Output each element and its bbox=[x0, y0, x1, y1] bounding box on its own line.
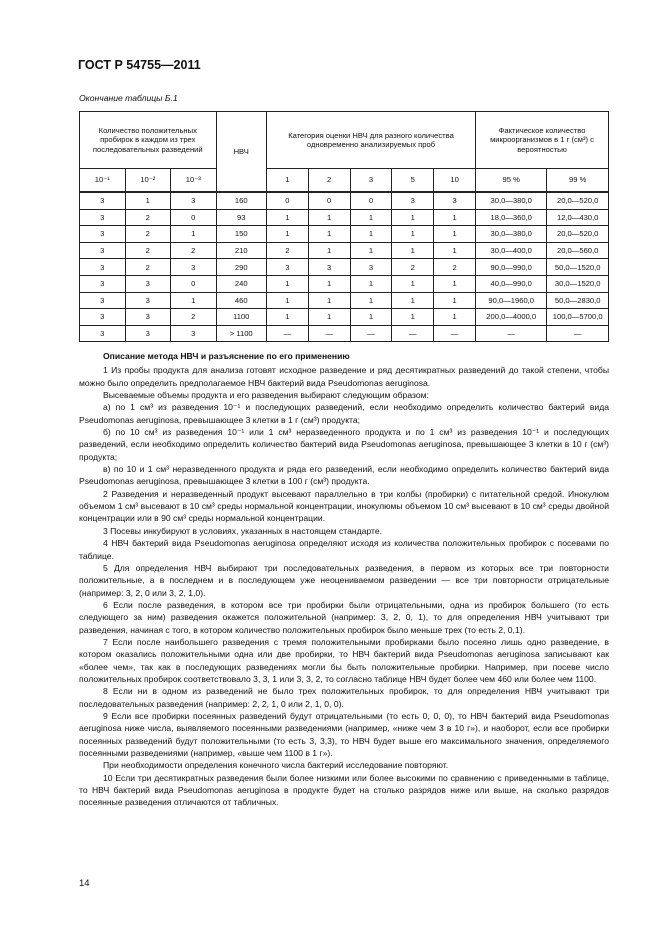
paragraph: 2 Разведения и неразведенный продукт высевают параллельно в три колбы (пробирки) с питательной средой. Инокулюм объемом 1 см³ высевают в 10 см³ среды нормальной концентрации, инокулюмы объемом 10 см³ высевают в 10 см³ среды двойной концентрации или в 90 см³ среды нормальной концентрации. bbox=[79, 488, 609, 524]
table-cell: 3 bbox=[80, 292, 126, 309]
header-mpn: НВЧ bbox=[216, 112, 266, 193]
table-cell: 0 bbox=[350, 192, 392, 209]
table-cell: 1 bbox=[308, 309, 350, 326]
table-cell: 3 bbox=[80, 209, 126, 226]
table-cell: 40,0—990,0 bbox=[476, 275, 547, 292]
table-cell: — bbox=[434, 325, 476, 342]
table-cell: 1 bbox=[434, 292, 476, 309]
table-cell: 3 bbox=[125, 292, 171, 309]
subheader-probability-99: 99 % bbox=[547, 169, 609, 193]
section-heading: Описание метода НВЧ и разъяснение по его применению bbox=[103, 351, 350, 361]
table-cell: 1 bbox=[434, 226, 476, 243]
table-cell: 3 bbox=[434, 192, 476, 209]
table-cell: 1 bbox=[308, 209, 350, 226]
table-cell: 50,0—2830,0 bbox=[547, 292, 609, 309]
table-cell: 2 bbox=[125, 242, 171, 259]
table-cell: 1 bbox=[392, 275, 434, 292]
table-cell: 2 bbox=[125, 259, 171, 276]
document-header: ГОСТ Р 54755—2011 bbox=[78, 58, 201, 72]
table-cell: 3 bbox=[125, 309, 171, 326]
table-cell: 30,0—1520,0 bbox=[547, 275, 609, 292]
paragraph: 1 Из пробы продукта для анализа готовят исходное разведение и ряд десятикратных разведений до такой степени, чтобы можно было определить предполагаемое НВЧ бактерий вида Pseudomonas aeruginosa. bbox=[79, 365, 609, 388]
table-row bbox=[80, 226, 609, 243]
table-cell: 1 bbox=[266, 292, 308, 309]
table-cell: 0 bbox=[266, 192, 308, 209]
table-cell: 3 bbox=[171, 325, 217, 342]
table-cell: 1 bbox=[308, 242, 350, 259]
table-cell: 3 bbox=[80, 242, 126, 259]
table-cell: — bbox=[266, 325, 308, 342]
subheader-category-3: 3 bbox=[350, 169, 392, 193]
table-cell: 2 bbox=[125, 209, 171, 226]
table-cell: 1 bbox=[434, 242, 476, 259]
table-cell: 1 bbox=[350, 209, 392, 226]
table-cell: — bbox=[308, 325, 350, 342]
paragraph: 9 Если все пробирки посеянных разведений будут отрицательными (то есть 0, 0, 0), то НВЧ бактерий вида Pseudomonas aeruginosa ниже числа, выявляемого посеянными разведениями (например, «ниже чем 3 в 10 г»), и наоборот, если все пробирки посеянных разведений будут положительными (то есть 3, 3,3), то НВЧ будет выше его максимального значения, определяемого посеянными разведениями (например, «выше чем 1100 в 1 г»). bbox=[79, 710, 609, 758]
paragraph: Высеваемые объемы продукта и его разведения выбирают следующим образом: bbox=[103, 390, 429, 401]
table-cell: 3 bbox=[80, 192, 126, 209]
table-cell: — bbox=[547, 325, 609, 342]
table-cell: 210 bbox=[216, 242, 266, 259]
table-cell: 160 bbox=[216, 192, 266, 209]
header-category: Категория оценки НВЧ для разного количества одновременно анализируемых проб bbox=[266, 112, 475, 169]
table-cell: 90,0—1960,0 bbox=[476, 292, 547, 309]
table-cell: 1100 bbox=[216, 309, 266, 326]
table-cell: 0 bbox=[308, 192, 350, 209]
table-cell: 290 bbox=[216, 259, 266, 276]
table-cell: 1 bbox=[266, 209, 308, 226]
subheader-dilution-3: 10⁻³ bbox=[171, 169, 217, 193]
table-cell: 1 bbox=[350, 292, 392, 309]
table-cell: 18,0—360,0 bbox=[476, 209, 547, 226]
table-cell: 1 bbox=[125, 192, 171, 209]
table-cell: 1 bbox=[434, 275, 476, 292]
table-cell: 3 bbox=[80, 275, 126, 292]
table-cell: 3 bbox=[308, 259, 350, 276]
table-cell: 150 bbox=[216, 226, 266, 243]
table-cell: 1 bbox=[308, 275, 350, 292]
table-cell: 3 bbox=[80, 325, 126, 342]
table-cell: 93 bbox=[216, 209, 266, 226]
table-cell: 50,0—1520,0 bbox=[547, 259, 609, 276]
table-cell: 1 bbox=[266, 226, 308, 243]
table-cell: — bbox=[392, 325, 434, 342]
table-cell: 100,0—5700,0 bbox=[547, 309, 609, 326]
table-cell: 2 bbox=[266, 242, 308, 259]
table-cell: 90,0—990,0 bbox=[476, 259, 547, 276]
table-cell: 3 bbox=[266, 259, 308, 276]
table-cell: — bbox=[476, 325, 547, 342]
paragraph: При необходимости определения конечного числа бактерий исследование повторяют. bbox=[103, 760, 449, 771]
header-actual-count: Фактическое количество микроорганизмов в 1 г (см³) с вероятностью bbox=[476, 112, 609, 169]
table-cell: 3 bbox=[171, 192, 217, 209]
table-cell: 1 bbox=[171, 292, 217, 309]
subheader-dilution-2: 10⁻² bbox=[125, 169, 171, 193]
table-cell: 3 bbox=[80, 309, 126, 326]
subheader-category-5: 5 bbox=[392, 169, 434, 193]
table-cell: 1 bbox=[308, 292, 350, 309]
table-cell: 1 bbox=[392, 242, 434, 259]
header-positive-tubes: Количество положительных пробирок в каждом из трех последовательных разведений bbox=[80, 112, 217, 169]
table-cell: 1 bbox=[434, 309, 476, 326]
table-cell: 1 bbox=[350, 309, 392, 326]
paragraph: а) по 1 см³ из разведения 10⁻¹ и последующих разведений, если необходимо определить количество бактерий вида Pseudomonas aeruginosa, превышающее 3 клетки в 1 г (см³) продукта; bbox=[79, 402, 609, 425]
table-cell: 3 bbox=[80, 226, 126, 243]
table-row bbox=[80, 309, 609, 326]
table-cell: 1 bbox=[308, 226, 350, 243]
table-cell: 12,0—430,0 bbox=[547, 209, 609, 226]
subheader-category-1: 1 bbox=[266, 169, 308, 193]
table-cell: 1 bbox=[350, 242, 392, 259]
table-cell: 3 bbox=[125, 325, 171, 342]
table-cell: 1 bbox=[434, 209, 476, 226]
table-cell: 1 bbox=[392, 309, 434, 326]
method-description bbox=[79, 350, 609, 809]
table-cell: 1 bbox=[266, 309, 308, 326]
table-cell: 3 bbox=[392, 192, 434, 209]
table-cell: 0 bbox=[171, 209, 217, 226]
table-cell: 30,0—380,0 bbox=[476, 192, 547, 209]
table-cell: 460 bbox=[216, 292, 266, 309]
paragraph: 3 Посевы инкубируют в условиях, указанных в настоящем стандарте. bbox=[103, 525, 382, 536]
table-cell: 1 bbox=[392, 226, 434, 243]
table-cell: 240 bbox=[216, 275, 266, 292]
table-cell: 1 bbox=[392, 209, 434, 226]
table-cell: > 1100 bbox=[216, 325, 266, 342]
paragraph: 8 Если ни в одном из разведений не было трех положительных пробирок, то для определения НВЧ учитывают три последовательных разведения (например: 2, 2, 1, 0 или 2, 1, 0, 0). bbox=[79, 686, 609, 709]
paragraph: 4 НВЧ бактерий вида Pseudomonas aeruginosa определяют исходя из количества положительных пробирок с посевами по таблице. bbox=[79, 538, 609, 561]
table-cell: 2 bbox=[125, 226, 171, 243]
paragraph: 7 Если после наибольшего разведения с тремя положительными пробирками было посеяно лишь одно разведение, в котором оказались положительными одна или две пробирки, то НВЧ бактерий вида Pseudomonas aeruginosa записывают как «более чем», так как в последующих разведениях могли бы быть положительные пробирки. Например, при посеве число положительных пробирок соответствовало 3, 3, 1 или 3, 3, 2, то согласно таблице НВЧ будет более чем 460 или более чем 1100. bbox=[79, 636, 609, 684]
table-row bbox=[80, 292, 609, 309]
paragraph: в) по 10 и 1 см³ неразведенного продукта и ряда его разведений, если необходимо определить количество бактерий вида Pseudomonas aeruginosa, превышающее 3 клетки в 100 г (см³) продукта. bbox=[79, 464, 609, 487]
paragraph: б) по 10 см³ из разведения 10⁻¹ или 1 см³ неразведенного продукта и по 1 см³ из разведения 10⁻¹ и последующих разведений, если необходимо определить количество бактерий вида Pseudomonas aeruginosa, превышающее 3 клетки в 10 г (см³) продукта; bbox=[79, 427, 609, 462]
paragraph: 6 Если после разведения, в котором все три пробирки были отрицательными, одна из пробирок большего (то есть следующего за ним) разведения окажется положительной (например: 3, 2, 0, 1), то для определения НВЧ учитывают три разведения, начиная с того, в котором количество положительных пробирок было меньше трех (то есть 2, 0,1). bbox=[79, 599, 609, 635]
table-row bbox=[80, 275, 609, 292]
table-cell: — bbox=[350, 325, 392, 342]
table-row bbox=[80, 209, 609, 226]
table-cell: 1 bbox=[392, 292, 434, 309]
table-cell: 1 bbox=[350, 275, 392, 292]
table-row bbox=[80, 192, 609, 209]
paragraph: 5 Для определения НВЧ выбирают три последовательных разведения, в первом из которых все три повторности положительные, а в последнем и в последующем уже неоцениваемом разведении — все три повторности отрицательные (например: 3, 2, 0 или 3, 2, 1,0). bbox=[79, 562, 609, 598]
page-number: 14 bbox=[79, 878, 90, 889]
table-cell: 20,0—520,0 bbox=[547, 192, 609, 209]
table-row bbox=[80, 259, 609, 276]
table-cell: 20,0—560,0 bbox=[547, 242, 609, 259]
subheader-dilution-1: 10⁻¹ bbox=[80, 169, 126, 193]
table-cell: 3 bbox=[80, 259, 126, 276]
table-cell: 3 bbox=[125, 275, 171, 292]
table-cell: 2 bbox=[171, 242, 217, 259]
table-row bbox=[80, 242, 609, 259]
table-cell: 2 bbox=[392, 259, 434, 276]
table-row bbox=[80, 325, 609, 342]
mpn-table-body bbox=[80, 192, 609, 342]
table-caption: Окончание таблицы Б.1 bbox=[79, 93, 178, 103]
subheader-category-2: 2 bbox=[308, 169, 350, 193]
table-cell: 30,0—380,0 bbox=[476, 226, 547, 243]
table-cell: 2 bbox=[171, 309, 217, 326]
table-cell: 3 bbox=[171, 259, 217, 276]
table-cell: 3 bbox=[350, 259, 392, 276]
table-cell: 30,0—400,0 bbox=[476, 242, 547, 259]
table-cell: 200,0—4000,0 bbox=[476, 309, 547, 326]
subheader-probability-95: 95 % bbox=[476, 169, 547, 193]
mpn-table bbox=[79, 111, 609, 342]
subheader-category-10: 10 bbox=[434, 169, 476, 193]
table-cell: 0 bbox=[171, 275, 217, 292]
table-cell: 2 bbox=[434, 259, 476, 276]
table-cell: 20,0—520,0 bbox=[547, 226, 609, 243]
table-cell: 1 bbox=[350, 226, 392, 243]
paragraph: 10 Если три десятикратных разведения были более низкими или более высокими по сравнению с приведенными в таблице, то НВЧ бактерий вида Pseudomonas aeruginosa в продукте будет на столько разрядов ниже или выше, на сколько разрядов посеянные разведения отличаются от табличных. bbox=[79, 772, 609, 808]
table-cell: 1 bbox=[266, 275, 308, 292]
table-cell: 1 bbox=[171, 226, 217, 243]
